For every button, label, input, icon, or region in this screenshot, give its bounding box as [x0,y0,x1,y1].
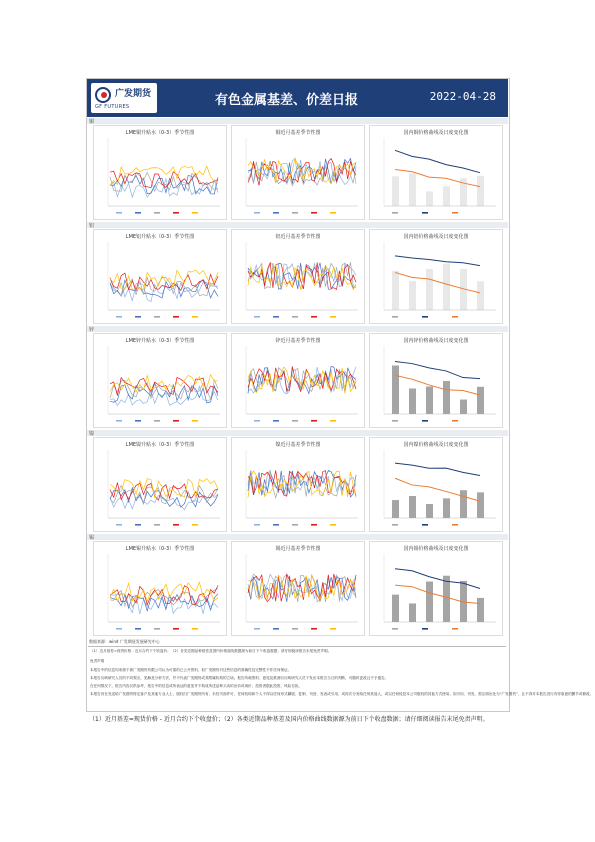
legend-swatch [422,316,428,318]
metal-section [87,430,508,532]
legend-swatch [273,628,279,630]
legend-swatch [292,628,298,630]
legend-swatch [154,212,160,214]
chart-plot [94,126,226,219]
legend-swatch [452,628,458,630]
report-title: 有色金属基差、价差日报 [215,93,359,108]
metal-section [87,326,508,428]
change-bar [392,176,399,206]
chart-title: 镍近月基差季节性图 [275,442,321,448]
change-bar [426,269,433,310]
data-source: 数据来源：wind 广发期货发展研究中心 [89,639,160,644]
legend-swatch [135,212,141,214]
prev-curve-line [395,478,480,501]
legend-swatch [116,420,122,422]
report-header [87,79,508,117]
price-curve-chart [369,541,503,636]
legend-swatch [192,628,198,630]
legend-swatch [254,316,260,318]
legend-swatch [392,420,398,422]
change-bar [392,271,399,310]
lme-spread-chart [93,125,227,220]
legend-swatch [292,316,298,318]
note-line: 本报告旨在发送给广发期货特定客户及其他专业人士，版权归广发期货所有，未经书面许可，任何机构和个人不得以任何形式翻版、复制、刊登、发表或引用，或再次分发给任何其他人，或以任何侵犯本公司版权的其他方式使用。如引用、刊发，需注明出处为“广发期货”，且不得对本报告进行有悖原意的删节或修改。 [90,692,594,696]
legend-swatch [311,628,317,630]
price-curve-line [395,256,480,266]
chart-plot [232,126,364,219]
legend-swatch [254,628,260,630]
section-label: 镍 [89,431,95,437]
note-line: 在任何情况下，报告内容仅供参考，报告中的信息或所表达的意见并不构成所述品种买卖的出价或询价，投资者据此投资，风险自担。 [90,684,303,688]
change-bar [460,490,467,518]
legend-swatch [330,628,336,630]
legend-swatch [135,628,141,630]
change-bar [409,603,416,622]
legend-swatch [452,316,458,318]
legend-swatch [292,420,298,422]
legend-swatch [422,420,428,422]
lme-spread-chart [93,229,227,324]
chart-plot [370,542,502,635]
chart-plot [232,438,364,531]
legend-swatch [154,420,160,422]
chart-plot [232,230,364,323]
change-bar [477,176,484,206]
price-curve-line [395,463,480,475]
change-bar [392,500,399,518]
change-bar [392,595,399,622]
chart-plot [370,334,502,427]
legend-swatch [116,524,122,526]
section-band [87,326,508,332]
note-line: 本报告反映研究人员的不同观点、见解及分析方法，并不代表广发期货或其附属机构的立场。报告所载资料、意见及推测仅反映研究人员于发出本报告当日的判断，可随时更改且不予通告。 [90,676,389,680]
basis-seasonal-chart [231,229,365,324]
note-line: （1）近月基差=现货价格 - 近月合约下个收盘价；（2）各类近期品种基差及国内价格曲线数据源为前日下个收盘数据；请仔细阅读报告末尾免责声明。 [90,649,332,653]
change-bar [443,186,450,206]
section-band [87,430,508,436]
price-curve-line [395,569,480,589]
prev-curve-line [395,272,480,292]
legend-swatch [422,628,428,630]
legend-swatch [154,628,160,630]
note-heading: 免责声明 [90,659,105,663]
change-bar [477,387,484,414]
legend-swatch [173,420,179,422]
logo-text-en: GF FUTURES [95,104,130,110]
legend-swatch [135,524,141,526]
legend-swatch [173,316,179,318]
season-series-line [110,273,218,290]
chart-title: LME铜升贴水（0-3）季节性图 [125,130,195,136]
legend-swatch [452,420,458,422]
legend-swatch [392,524,398,526]
metal-section [87,118,508,220]
price-curve-chart [369,125,503,220]
change-bar [426,386,433,414]
section-label: 锡 [89,535,95,541]
change-bar [477,492,484,518]
legend-swatch [116,316,122,318]
change-bar [426,504,433,518]
section-band [87,222,508,228]
metal-section [87,222,508,324]
change-bar [460,400,467,414]
chart-plot [94,334,226,427]
basis-seasonal-chart [231,333,365,428]
change-bar [409,281,416,310]
change-bar [426,582,433,622]
section-band [87,534,508,540]
section-label: 铝 [89,223,95,229]
legend-swatch [422,212,428,214]
legend-swatch [273,420,279,422]
legend-swatch [135,420,141,422]
chart-plot [232,334,364,427]
chart-title: 国内锌价格曲线及日度变化图 [403,338,469,344]
legend-swatch [254,212,260,214]
change-bar [409,174,416,206]
legend-swatch [330,524,336,526]
price-curve-line [395,362,480,379]
legend-swatch [135,316,141,318]
legend-swatch [154,524,160,526]
legend-swatch [330,316,336,318]
metal-section [87,534,508,636]
chart-title: 铜近月基差季节性图 [275,130,321,136]
legend-swatch [192,316,198,318]
disclaimer-block [88,646,594,709]
change-bar [477,598,484,622]
change-bar [443,498,450,518]
legend-swatch [311,212,317,214]
chart-title: 国内铜价格曲线及日度变化图 [403,130,469,136]
report-date: 2022-04-28 [429,90,496,103]
legend-swatch [273,524,279,526]
chart-title: LME镍升贴水（0-3）季节性图 [125,442,195,448]
legend-swatch [330,212,336,214]
legend-swatch [292,212,298,214]
note-line: 本报告中的信息均来源于被广发期货有限公司认为可靠的已公开资料，但广发期货对这些信息的准确性及完整性不作任何保证。 [90,668,292,672]
prev-curve-line [395,170,480,187]
change-bar [443,381,450,414]
change-bar [392,366,399,414]
chart-plot [94,230,226,323]
change-bar [409,496,416,518]
prev-curve-line [395,585,480,603]
legend-swatch [452,212,458,214]
chart-plot [370,230,502,323]
change-bar [477,281,484,310]
legend-swatch [273,316,279,318]
price-curve-chart [369,333,503,428]
legend-swatch [392,212,398,214]
legend-swatch [311,524,317,526]
logo-text-cn: 广发期货 [115,89,152,99]
chart-plot [94,438,226,531]
chart-title: 锡近月基差季节性图 [275,546,321,552]
section-band [87,118,508,124]
change-bar [426,191,433,206]
price-curve-chart [369,437,503,532]
legend-swatch [311,316,317,318]
legend-swatch [422,524,428,526]
season-series-line [110,166,218,185]
footnote: （1）近月基差=现货价格 - 近月合约下个收盘价；（2）各类近期品种基差及国内价格曲线数据源为前日下个收盘数据；请仔细阅读报告末尾免责声明。 [89,716,489,723]
legend-swatch [192,212,198,214]
logo-emblem-icon [95,87,111,103]
change-bar [409,389,416,414]
legend-swatch [452,524,458,526]
price-curve-line [395,150,480,172]
legend-swatch [192,524,198,526]
lme-spread-chart [93,437,227,532]
legend-swatch [173,524,179,526]
legend-swatch [116,212,122,214]
legend-swatch [254,524,260,526]
change-bar [443,264,450,310]
change-bar [443,576,450,622]
legend-swatch [173,628,179,630]
legend-swatch [330,420,336,422]
chart-title: LME锌升贴水（0-3）季节性图 [125,338,195,344]
chart-plot [370,126,502,219]
basis-seasonal-chart [231,437,365,532]
section-label: 锌 [89,327,95,333]
price-curve-chart [369,229,503,324]
chart-title: 国内铝价格曲线及日度变化图 [403,234,469,240]
chart-title: LME锡升贴水（0-3）季节性图 [125,546,195,552]
legend-swatch [254,420,260,422]
legend-swatch [311,420,317,422]
legend-swatch [173,212,179,214]
legend-swatch [154,316,160,318]
chart-title: 国内锡价格曲线及日度变化图 [403,546,469,552]
chart-title: 锌近月基差季节性图 [275,338,321,344]
basis-seasonal-chart [231,125,365,220]
legend-swatch [116,628,122,630]
chart-title: LME铝升贴水（0-3）季节性图 [125,234,195,240]
chart-plot [370,438,502,531]
season-series-line [110,493,218,510]
season-series-line [110,488,218,507]
legend-swatch [192,420,198,422]
chart-plot [94,542,226,635]
chart-title: 国内镍价格曲线及日度变化图 [403,442,469,448]
chart-title: 铝近月基差季节性图 [275,234,321,240]
legend-swatch [273,212,279,214]
company-logo [91,83,157,113]
lme-spread-chart [93,541,227,636]
chart-plot [232,542,364,635]
legend-swatch [392,316,398,318]
section-label: 铜 [89,119,95,125]
lme-spread-chart [93,333,227,428]
legend-swatch [292,524,298,526]
basis-seasonal-chart [231,541,365,636]
legend-swatch [392,628,398,630]
